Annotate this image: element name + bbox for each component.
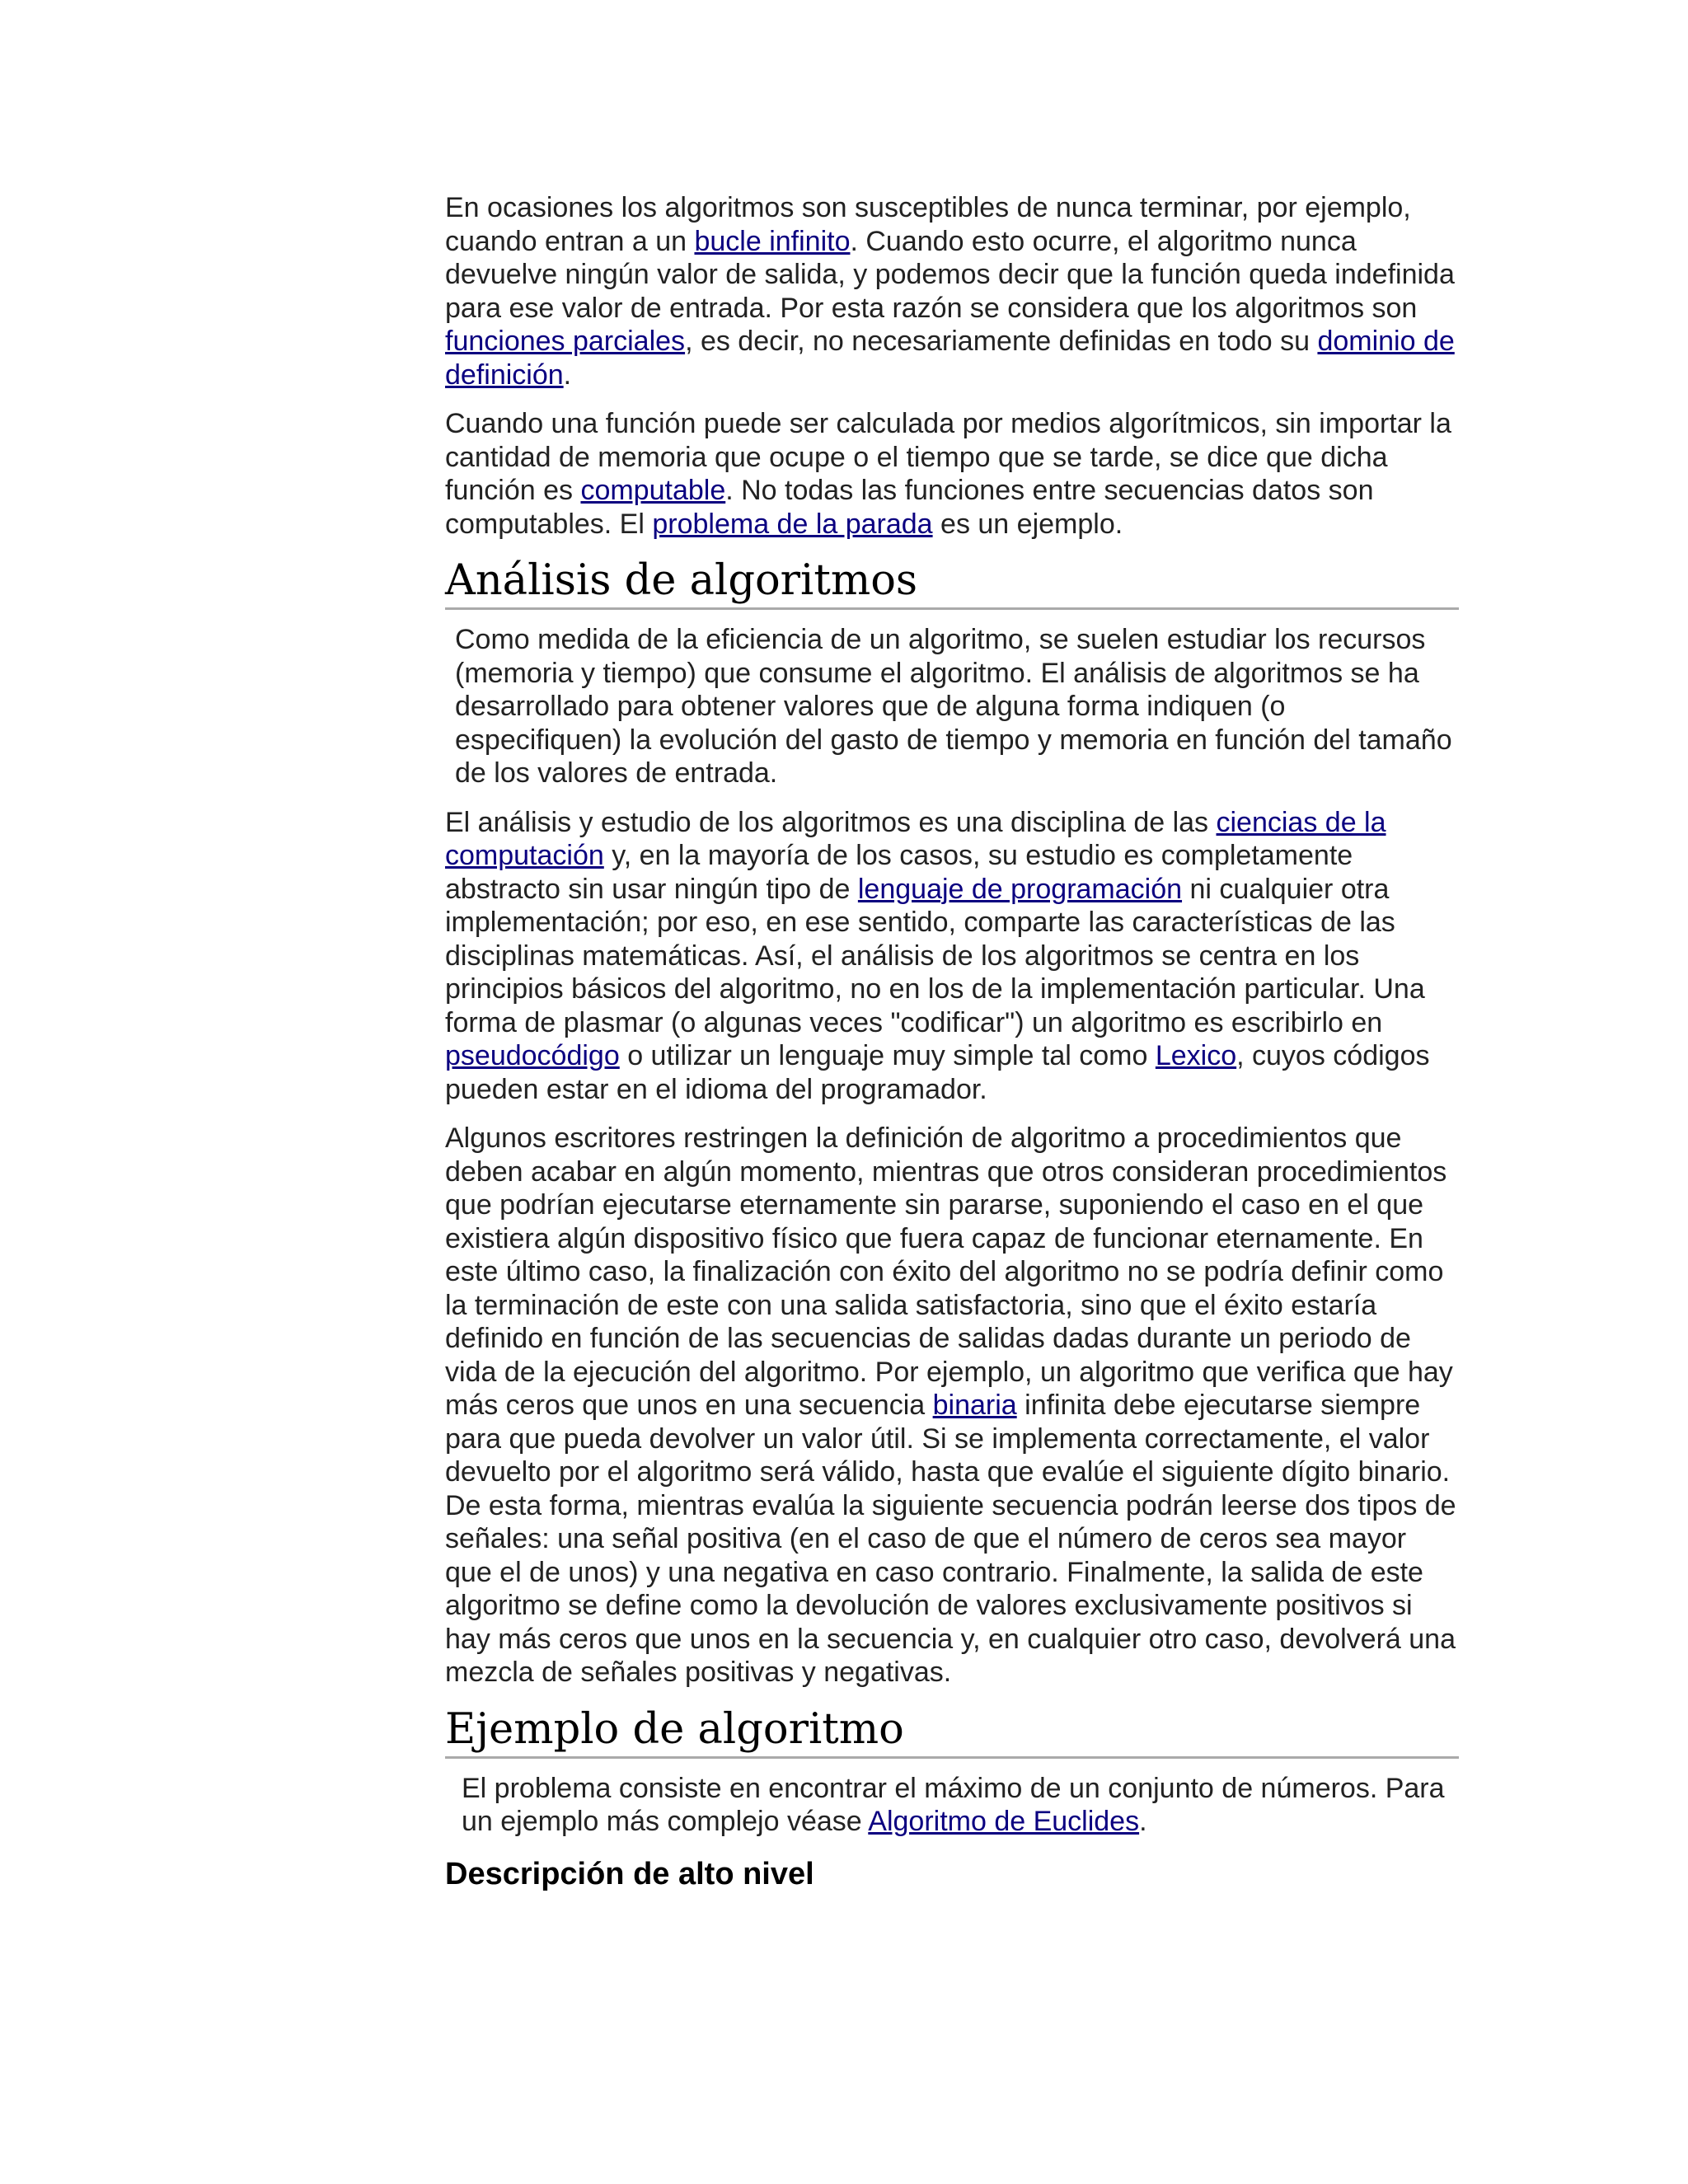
link-lexico[interactable]: Lexico <box>1155 1040 1237 1071</box>
text: infinita debe ejecutarse siempre para que pueda devolver un valor útil. Si se implementa correctamente, el valor devuelto por el algoritmo será válido, hasta que evalúe el siguiente dígito binario. De esta forma, mientras evalúa la siguiente secuencia podrán leerse dos tipos de señales: una señal positiva (en el caso de que el número de ceros sea mayor que el de unos) y una negativa en caso contrario. Finalmente, la salida de este algoritmo se define como la devolución de valores exclusivamente positivos si hay más ceros que unos en la secuencia y, en cualquier otro caso, devolverá una mezcla de señales positivas y negativas. <box>445 1390 1456 1688</box>
link-binaria[interactable]: binaria <box>932 1390 1017 1421</box>
link-pseudocodigo[interactable]: pseudocódigo <box>445 1040 620 1071</box>
text: , es decir, no necesariamente definidas en todo su <box>685 326 1318 357</box>
link-dominio-de-definicion[interactable]: dominio de definición <box>445 326 1455 391</box>
text: El problema consiste en encontrar el máximo de un conjunto de números. Para un ejemplo más complejo véase <box>462 1772 1445 1837</box>
text: ni cualquier otra implementación; por eso, en ese sentido, comparte las características de las disciplinas matemáticas. Así, el análisis de los algoritmos se centra en los principios básicos del algoritmo, no en los de la implementación particular. Una forma de plasmar (o algunas veces "codificar") un algoritmo es escribirlo en <box>445 873 1425 1038</box>
text: es un ejemplo. <box>932 508 1123 540</box>
text: o utilizar un lenguaje muy simple tal como <box>619 1040 1156 1071</box>
paragraph-eficiencia: Como medida de la eficiencia de un algoritmo, se suelen estudiar los recursos (memoria y tiempo) que consume el algoritmo. El análisis de algoritmos se ha desarrollado para obtener valores que de alguna forma indiquen (o especifiquen) la evolución del gasto de tiempo y memoria en función del tamaño de los valores de entrada. <box>455 624 1452 789</box>
text: y, en la mayoría de los casos, su estudio es completamente abstracto sin usar ningún tipo de <box>445 840 1353 905</box>
paragraph-computable <box>445 407 1459 541</box>
document-page <box>445 191 1459 1894</box>
text: . <box>563 359 572 391</box>
text: . No todas las funciones entre secuencias datos son computables. El <box>445 475 1374 540</box>
section-heading-analisis: Análisis de algoritmos <box>445 556 1459 610</box>
text: . Cuando esto ocurre, el algoritmo nunca devuelve ningún valor de salida, y podemos decir que la función queda indefinida para ese valor de entrada. Por esta razón se considera que los algoritmos son <box>445 225 1455 324</box>
link-problema-de-la-parada[interactable]: problema de la parada <box>652 508 933 540</box>
text: Cuando una función puede ser calculada por medios algorítmicos, sin importar la cantidad de memoria que ocupe o el tiempo que se tarde, se dice que dicha función es <box>445 408 1451 506</box>
link-bucle-infinito[interactable]: bucle infinito <box>694 225 851 257</box>
text: En ocasiones los algoritmos son susceptibles de nunca terminar, por ejemplo, cuando entran a un <box>445 192 1411 257</box>
link-lenguaje-de-programacion[interactable]: lenguaje de programación <box>857 873 1183 905</box>
paragraph-problema <box>445 1772 1459 1839</box>
text: El análisis y estudio de los algoritmos es una disciplina de las <box>445 806 1217 838</box>
link-funciones-parciales[interactable]: funciones parciales <box>445 326 686 357</box>
section-heading-ejemplo: Ejemplo de algoritmo <box>445 1705 1459 1759</box>
text: . <box>1139 1806 1147 1837</box>
link-algoritmo-de-euclides[interactable]: Algoritmo de Euclides <box>868 1806 1140 1837</box>
paragraph-termination <box>445 191 1459 391</box>
subsection-heading-alto-nivel: Descripción de alto nivel <box>445 1856 814 1891</box>
paragraph-analisis-estudio <box>445 806 1459 1107</box>
link-computable[interactable]: computable <box>580 475 726 506</box>
text: , cuyos códigos pueden estar en el idioma del programador. <box>445 1040 1430 1105</box>
link-ciencias-de-la-computacion[interactable]: ciencias de la computación <box>445 806 1386 871</box>
paragraph-escritores <box>445 1122 1459 1690</box>
text: Algunos escritores restringen la definición de algoritmo a procedimientos que deben acabar en algún momento, mientras que otros consideran procedimientos que podrían ejecutarse eternamente sin pararse, suponiendo el caso en el que existiera algún dispositivo físico que fuera capaz de funcionar eternamente. En este último caso, la finalización con éxito del algoritmo no se podría definir como la terminación de este con una salida satisfactoria, sino que el éxito estaría definido en función de las secuencias de salidas dadas durante un periodo de vida de la ejecución del algoritmo. Por ejemplo, un algoritmo que verifica que hay más ceros que unos en una secuencia <box>445 1122 1453 1421</box>
